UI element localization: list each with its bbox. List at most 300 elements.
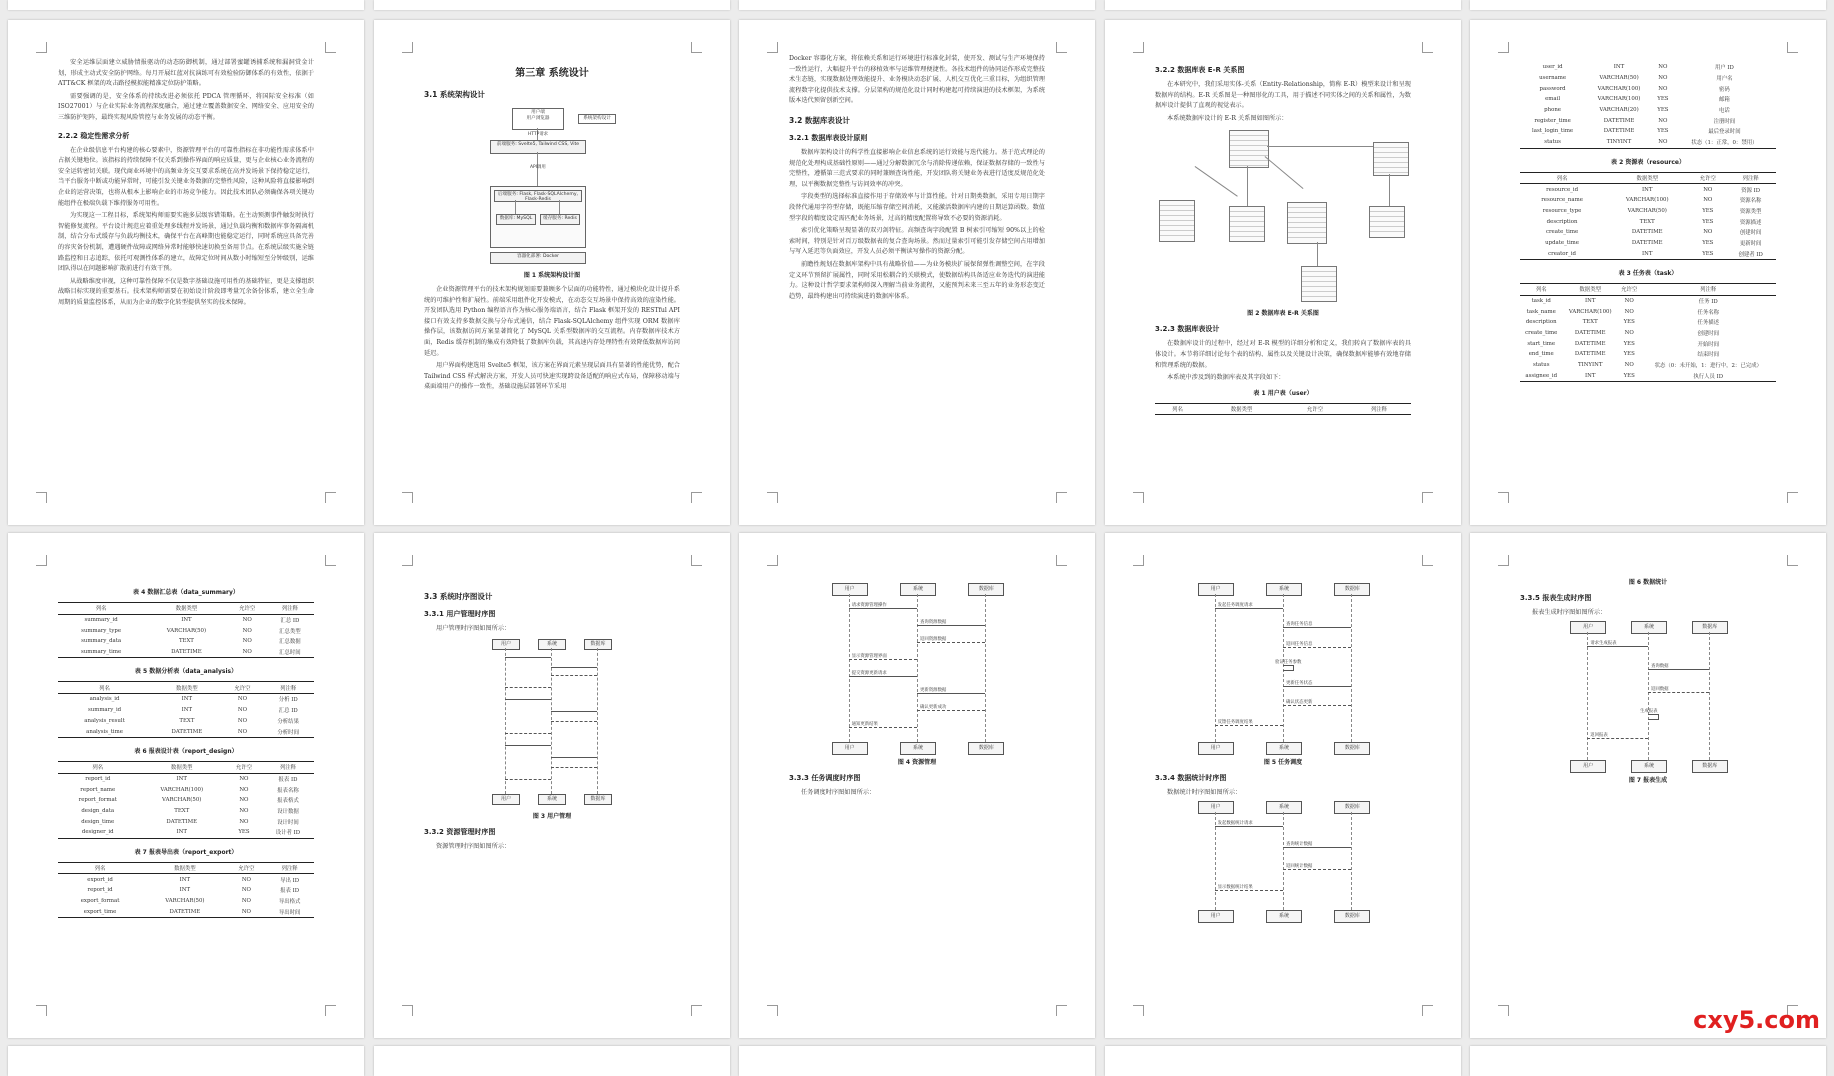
table-row (1520, 115, 1776, 126)
paragraph: 索引优化策略呈现显著的双刃剑特征。高频查询字段配置 B 树索引可缩短 90%以上的检索时间，特别是针对百万级数据表的复合查询场景。然而过量索引可能引发存储空间占用增加与写入延迟等负面效应，开发人员必须平衡读写操作的资源分配。 (789, 227, 1045, 256)
document-page-4[interactable] (1105, 20, 1461, 525)
document-page-13[interactable] (739, 1046, 1095, 1076)
message-label: 返回统计数据 (1286, 863, 1313, 869)
message-label: 确认更新成功 (920, 705, 947, 710)
message-label: 返回数据 (1651, 686, 1669, 692)
table-cell: VARCHAR(50) (1627, 207, 1667, 214)
table-row (1520, 206, 1776, 217)
table-row (1520, 126, 1776, 137)
paragraph: 用户管理时序图如图所示： (436, 625, 511, 632)
table-cell: resource_id (1546, 186, 1579, 193)
table-cell: YES (1623, 319, 1635, 326)
section-heading: 3.3.4 数据统计时序图 (1155, 774, 1227, 782)
table-cell: TEXT (178, 638, 194, 645)
table-cell: 任务描述 (1697, 320, 1720, 327)
figure-caption: 图 3 用户管理 (532, 812, 572, 820)
table-cell: start_time (1527, 340, 1556, 347)
table-row (1520, 371, 1776, 382)
table-cell: INT (179, 887, 191, 894)
paragraph: 本系统数据库设计的 E-R 关系图如图所示： (1167, 114, 1288, 122)
message-label: 通知更新结果 (851, 722, 878, 727)
table-cell: update_time (1545, 239, 1579, 246)
table-row (58, 906, 314, 917)
table-caption: 表 1 用户表（user） (1253, 389, 1313, 397)
table-row (1520, 248, 1776, 259)
table-cell: TINYINT (1577, 362, 1603, 369)
table-row (1520, 195, 1776, 206)
section-heading: 3.3 系统时序图设计 (424, 592, 493, 601)
table-cell: 设计时间 (277, 819, 299, 826)
paragraph: 在数据库设计的过程中，经过对 E-R 模型的详细分析和定义，我们转向了数据库表的具体设计。本节将详细讨论每个表的结构、属性以及关键设计决策，确保数据库能够有效地存储和管理系统的数据。 (1155, 340, 1411, 369)
message-label: 发起任务调度请求 (1217, 603, 1253, 608)
table-cell: NO (242, 617, 252, 624)
table-cell: DATETIME (166, 818, 198, 825)
cache-box: 缓存服务: Redis (540, 214, 580, 225)
table-cell: 状态（0：未开始，1：进行中，2：已完成） (1654, 363, 1762, 370)
message-label: 返回任务信息 (1286, 641, 1313, 647)
message-label: 返回资源数据 (920, 637, 947, 642)
table-cell: YES (1623, 351, 1635, 358)
table-cell: 任务 ID (1698, 299, 1718, 306)
table-cell: 资源描述 (1739, 219, 1762, 226)
table-cell: 分析结果 (277, 718, 299, 725)
page-strip (739, 0, 1095, 10)
table-cell: YES (1657, 107, 1669, 114)
table-cell: NO (239, 797, 249, 804)
resource-table: 列名 数据类型 允许空 列注释 resource_id INT NO 资源 ID resource_name VARCHAR(100) NO 资源名称 resource_type VARCHAR(50) YES 资源类型 description TEXT YES 资源描述 create_time DATETIME NO 创建时间 update_time DATETIME YES 更新时间 creator_id INT YES 创建者 ID (1520, 172, 1776, 261)
table-cell: INT (181, 707, 193, 714)
document-page-9[interactable] (1105, 533, 1461, 1038)
table-cell: YES (1702, 239, 1714, 246)
message-label: 查询任务信息 (1286, 622, 1313, 628)
document-page-8[interactable] (739, 533, 1095, 1038)
table-cell: export_time (58, 906, 142, 917)
table-row (1520, 216, 1776, 227)
figure-caption: 图 7 报表生成 (1628, 776, 1668, 784)
table-cell: VARCHAR(100) (1625, 197, 1669, 204)
summary-table: 列名 数据类型 允许空 列注释 summary_id INT NO 汇总 ID summary_type VARCHAR(50) NO 汇总类型 summary_data TEXT NO 汇总数据 summary_time DATETIME NO 汇总时间 (58, 602, 314, 658)
table-cell: NO (1658, 75, 1668, 82)
table-row (1520, 137, 1776, 148)
message-label: 显示资源管理界面 (851, 654, 887, 659)
paragraph: 在企业级信息平台构建的核心要素中，资源管理平台的可靠性指标在非功能性需求体系中占据关键地位。该指标的持续保障不仅关系到操作界面的响应质量，更与企业核心业务流程的安全运转密切关联。现代商业环境中的高频业务交互要求系统在高并发场景下保持稳定运行，当平台服务中断或功能异常时，可能引发关键业务数据的完整性风险，这种风险将直接影响到企业的运营决策，也将从根本上影响企业的市场竞争能力。因此技术团队必须确保各项关键功能组件在极端负载下维持服务可用性。 (58, 146, 314, 207)
message-label: 更新任务状态 (1286, 680, 1313, 686)
table-cell: NO (237, 717, 248, 724)
document-page-1[interactable] (8, 20, 364, 525)
table-row (58, 885, 314, 896)
sequence-diagram-user: 用户 系统 数据库 用户 系统 数据库 (492, 637, 612, 807)
table-row (58, 816, 314, 827)
actor-box: 用户 (1198, 801, 1234, 814)
sequence-diagram-resource (827, 583, 1007, 753)
table-cell: 报表名称 (277, 787, 299, 794)
db-box: 数据库: MySQL (496, 214, 536, 225)
user-table (1520, 62, 1776, 149)
table-cell: status (1532, 362, 1550, 369)
table-cell: NO (241, 898, 251, 905)
sequence-diagram-stats (1193, 801, 1373, 921)
table-cell: report_id (87, 887, 113, 894)
paragraph: 前瞻性规划在数据库架构中具有战略价值——为业务模块扩展保留弹性调整空间，在字段定义环节预留扩展属性，同时采用松耦合的关联模式，使数据结构具备适应业务迭代的演进能力。这种设计哲学要求架构师深入理解当前业务流程，又能预判未来三至五年的业务形态变迁趋势，最终构建出可持续演进的数据库体系。 (789, 260, 1045, 300)
actor-box: 用户 (1198, 742, 1234, 755)
message-label: 查询统计数据 (1286, 842, 1313, 848)
actor-box: 数据库 (1334, 742, 1370, 755)
frontend-box: 前端服务: Svelte5, Tailwind CSS, Vite (490, 140, 586, 154)
figure-caption: 图 1 系统架构设计图 (523, 272, 581, 279)
table-cell: TEXT (179, 717, 195, 724)
table-cell: 导出格式 (278, 899, 301, 906)
table-cell: DATETIME (1631, 239, 1663, 246)
actor-box: 数据库 (968, 583, 1004, 596)
table-cell: TEXT (1639, 218, 1655, 225)
table-cell: last_login_time (1532, 128, 1574, 135)
message-label: 返回报表 (1590, 733, 1608, 739)
paragraph: 需要强调的是，安全体系的持续改进必须依托 PDCA 管理循环，将国际安全标准（如 ISO27001）与企业实际业务流程深度融合，通过建立覆盖数据安全、网络安全、应用安全的三维防护矩阵，最终实现风险管控与业务发展的动态平衡。 (58, 92, 314, 121)
table-cell: status (1520, 137, 1585, 148)
table-cell: designer_id (58, 827, 137, 838)
table-row (1520, 184, 1776, 195)
table-cell: INT (176, 775, 187, 782)
paragraph: 为实现这一工程目标，系统架构师需要实施多层级容错策略。在主动预测事件触发时执行智能修复流程。平台设计规范应着重处理多线程并发场景，通过负载均衡和数据库事务隔离机制，结合分布式缓存与负载均衡技术，确保平台在高峰期也能稳定运行，同时系统应具备完善的容灾备份机制，遭遇硬件故障或网络异常时能够快速切换至备用节点。在系统层级实施全链路监控和日志追踪，依托可观测性体系的建立，故障定位时间从数小时缩短至分钟级别，运维团队得以在问题影响扩散前进行有效干预。 (58, 212, 314, 273)
table-cell: 邮箱 (1719, 97, 1730, 104)
table-cell: resource_type (1542, 207, 1582, 214)
table-caption: 表 7 报表导出表（report_export） (134, 848, 238, 856)
table-cell: end_time (1528, 351, 1554, 358)
table-cell: 资源 ID (1741, 187, 1761, 194)
table-row (58, 614, 314, 625)
document-page-6[interactable] (8, 533, 364, 1038)
table-cell: password (1539, 85, 1566, 92)
table-cell: NO (1624, 308, 1634, 315)
table-row (58, 636, 314, 647)
table-cell: 用户名 (1716, 76, 1733, 83)
table-row (1520, 83, 1776, 94)
table-cell: VARCHAR(100) (1597, 96, 1641, 103)
table-cell: 汇总时间 (266, 647, 314, 658)
table-row (58, 716, 314, 727)
table-cell: VARCHAR(50) (165, 898, 205, 905)
table-row (58, 773, 314, 784)
table-cell: 汇总类型 (279, 628, 301, 635)
table-row (58, 896, 314, 907)
actor-box: 用户 (832, 583, 868, 596)
table-cell: NO (229, 647, 266, 658)
paragraph: 报表生成时序图如图所示： (1532, 609, 1607, 616)
table-row (1520, 105, 1776, 116)
document-page-12[interactable] (374, 1046, 730, 1076)
table-cell: 汇总 ID (280, 618, 300, 625)
table-cell: YES (1657, 96, 1669, 103)
table-cell: NO (1658, 117, 1668, 124)
actor-box: 系统 (900, 583, 936, 596)
table-cell: 设计数据 (277, 808, 299, 815)
table-row (1520, 94, 1776, 105)
table-cell: NO (1653, 137, 1673, 148)
section-heading: 3.3.5 报表生成时序图 (1520, 594, 1592, 602)
document-page-2[interactable] (374, 20, 730, 525)
actor-box: 数据库 (1692, 760, 1728, 773)
table-cell: INT (1562, 371, 1617, 382)
table-cell: 分析 ID (278, 697, 298, 704)
table-cell: report_format (78, 797, 117, 804)
actor-box: 数据库 (1334, 583, 1370, 596)
message-label: 确认状态更新 (1286, 700, 1313, 706)
table-row (58, 647, 314, 658)
table-cell: VARCHAR(50) (166, 627, 207, 634)
table-cell: VARCHAR(20) (1599, 107, 1639, 114)
table-cell: 执行人员 ID (1640, 371, 1776, 382)
table-caption: 表 5 数据分析表（data_analysis） (134, 668, 238, 676)
table-cell: NO (237, 696, 248, 703)
analysis-table: 列名 数据类型 允许空 列注释 analysis_id INT NO 分析 ID summary_id INT NO 汇总 ID analysis_result TEXT NO 分析结果 analysis_time DATETIME NO 分析时间 (58, 681, 314, 737)
table-cell: summary_data (81, 638, 122, 645)
table-cell: VARCHAR(100) (1597, 85, 1641, 92)
table-cell: 状态（1：正常，0：禁用） (1673, 137, 1776, 148)
message-label: 显示数据统计结果 (1217, 885, 1253, 891)
table-cell: task_name (1526, 308, 1556, 315)
client-box: 用户端 用户浏览器 (512, 108, 564, 130)
table-row (1520, 238, 1776, 249)
table-cell: register_time (1534, 117, 1571, 124)
paragraph: 字段类型的选择标准直接作用于存储效率与计算性能。针对日期类数据，采用专用日期字段替代通用字符型存储，既能压缩存储空间消耗，又能激活数据库内建的日期运算函数。数值型字段的精度设定需匹配业务场景，过高的精度配置将导致不必要的资源消耗。 (789, 193, 1045, 222)
table-cell: YES (1623, 340, 1635, 347)
table-cell: NO (239, 775, 249, 782)
figure-caption: 图 2 数据库表 E-R 关系图 (1247, 310, 1319, 318)
table-cell: report_id (85, 775, 111, 782)
table-cell: NO (1658, 85, 1668, 92)
actor-box: 系统 (1631, 760, 1667, 773)
table-row (1520, 317, 1776, 328)
table-cell: DATETIME (1574, 340, 1606, 347)
table-cell: 资源类型 (1739, 208, 1762, 215)
table-cell: summary_type (81, 627, 122, 634)
sequence-diagram-task (1193, 583, 1373, 753)
actor-box: 数据库 (1334, 801, 1370, 814)
user-table-header: 列名 数据类型 允许空 列注释 (1155, 403, 1411, 416)
design-table: 列名 数据类型 允许空 列注释 report_id INT NO 报表 ID report_name VARCHAR(100) NO 报表名称 report_format VARCHAR(50) NO 报表格式 design_data TEXT NO 设计数据 design_time DATETIME NO 设计时间 designer_id INT YES 设计者 ID (58, 761, 314, 839)
table-cell: 报表 ID (278, 776, 298, 783)
table-cell: create_time (1525, 330, 1558, 337)
figure-caption: 图 6 数据统计 (1628, 579, 1668, 586)
message-label: 请求生成报表 (1590, 640, 1617, 646)
table-cell: VARCHAR(100) (1568, 308, 1612, 315)
figure-caption: 图 5 任务调度 (1263, 759, 1303, 766)
table-cell: 汇总数据 (279, 639, 301, 646)
table-cell: 更新时间 (1739, 240, 1762, 247)
table-cell: 创建时间 (1697, 331, 1720, 338)
table-cell: 最后登录时间 (1708, 129, 1741, 136)
table-caption: 表 3 任务表（task） (1618, 270, 1678, 277)
section-heading: 3.3.2 资源管理时序图 (424, 827, 496, 836)
watermark: cxy5.com (1693, 1006, 1820, 1034)
table-cell: INT (137, 827, 225, 838)
table-cell: YES (226, 827, 262, 838)
section-heading: 2.2.2 稳定性需求分析 (58, 131, 130, 140)
table-cell: YES (1702, 207, 1714, 214)
table-cell: create_time (1545, 229, 1579, 236)
actor-box: 用户 (1570, 621, 1606, 634)
table-cell: NO (237, 707, 248, 714)
actor-box: 系统 (1631, 621, 1667, 634)
table-cell: 任务名称 (1697, 309, 1720, 316)
section-heading: 3.2.3 数据库表设计 (1155, 325, 1220, 334)
table-cell: export_id (87, 876, 113, 883)
export-table: 列名 数据类型 允许空 列注释 export_id INT NO 导出 ID report_id INT NO 报表 ID export_format VARCHAR(50) NO 导出格式 export_time DATETIME NO 导出时间 (58, 862, 314, 918)
table-cell: 报表 ID (280, 888, 300, 895)
document-page-11[interactable] (8, 1046, 364, 1076)
table-cell: DATETIME (1603, 128, 1635, 135)
table-cell: 导出 ID (280, 877, 300, 884)
table-row (58, 806, 314, 817)
sequence-diagram-report (1568, 621, 1728, 771)
table-cell: NO (1703, 197, 1713, 204)
table-row (58, 874, 314, 885)
actor-box: 系统 (900, 742, 936, 755)
message-label: 验证任务参数 (1275, 660, 1302, 666)
message-label: 请求资源管理操作 (851, 603, 887, 608)
table-cell: 创建者 ID (1725, 248, 1776, 259)
table-row (58, 705, 314, 716)
table-cell: NO (1703, 186, 1713, 193)
section-heading: 3.2.2 数据库表 E-R 关系图 (1155, 66, 1245, 74)
table-cell: NO (242, 638, 252, 645)
message-label: 查询数据 (1651, 663, 1669, 669)
actor-box: 用户 (1198, 583, 1234, 596)
table-cell: 开始时间 (1697, 341, 1720, 348)
document-page-10[interactable] (1470, 533, 1826, 1038)
deploy-box: 容器化部署: Docker (490, 252, 586, 264)
actor-box: 系统 (1266, 742, 1302, 755)
table-cell: design_data (81, 807, 115, 814)
table-cell: email (1545, 96, 1561, 103)
table-cell: DATETIME (1631, 229, 1663, 236)
table-cell: summary_id (87, 707, 122, 714)
table-cell: 资源名称 (1739, 198, 1762, 205)
table-cell: DATETIME (1574, 351, 1606, 358)
table-cell: INT (1613, 64, 1625, 71)
message-label: 发起数据统计请求 (1217, 820, 1253, 826)
table-cell: VARCHAR(100) (160, 786, 204, 793)
table-cell: NO (242, 627, 252, 634)
table-cell: 结束时间 (1697, 352, 1720, 359)
paragraph: 资源管理时序图如图所示： (436, 842, 511, 850)
table-cell: YES (1690, 248, 1725, 259)
table-cell: analysis_time (58, 726, 151, 737)
table-cell: NO (239, 818, 249, 825)
er-diagram (1155, 126, 1411, 304)
table-cell: 报表格式 (277, 798, 299, 805)
table-cell: DATETIME (1574, 330, 1606, 337)
table-caption: 表 6 报表设计表（report_design） (134, 747, 238, 755)
actor-box: 数据库 (968, 742, 1004, 755)
document-page-14[interactable] (1105, 1046, 1461, 1076)
table-cell: user_id (1542, 64, 1563, 71)
chapter-title: 第三章 系统设计 (515, 68, 589, 79)
paragraph: 企业资源管理平台的技术架构规划需要兼顾多个层面的功能特性，通过模块化设计提升系统的可维护性和扩展性。前端采用组件化开发模式，在动态交互场景中保持高效的渲染性能。开发团队选用 Python 编程语言作为核心服务端语言，结合 Flask 框架开发的 RESTful API 接口有效支持多数据交换与分布式通信，结合 Flask-SQLAlchemy 组件实现 ORM 数据库操作层，该数据访问方案显著简化了 MySQL 关系型数据库的交互流程。内存数据库技术方面，Redis 缓存机制的集成有效降低了数据库负载，其高速内存处理特性有效降低数据库访问延迟。 (424, 286, 680, 357)
actor-box: 数据库 (1334, 910, 1370, 923)
table-cell: 分析时间 (262, 726, 314, 737)
table-cell: INT (1584, 298, 1596, 305)
table-cell: INT (181, 696, 193, 703)
table-row (58, 827, 314, 838)
paragraph: 数据统计时序图如图所示： (1167, 789, 1242, 796)
paragraph: 用户界面构建选用 Svelte5 框架，该方案在界面元素呈现层面具有显著的性能优势，配合 Tailwind CSS 样式解决方案，开发人员可快速实现跨设备适配的响应式布局，保障移动端与桌面端用户的操作一致性，基础设施层部署环节采用 (424, 362, 680, 391)
actor-box: 用户 (1198, 910, 1234, 923)
actor-box: 用户 (1570, 760, 1606, 773)
document-page-5[interactable] (1470, 20, 1826, 525)
actor-box: 数据库 (1692, 621, 1728, 634)
figure-caption: 图 4 资源管理 (897, 759, 937, 766)
page-strip (1470, 0, 1826, 10)
table-cell: NO (1624, 362, 1634, 369)
table-cell: analysis_result (84, 717, 125, 724)
message-label: 提交资源更新请求 (851, 671, 887, 676)
document-page-7[interactable] (374, 533, 730, 1038)
table-cell: INT (1604, 248, 1690, 259)
table-cell: TEXT (1582, 319, 1598, 326)
table-row (58, 784, 314, 795)
table-cell: DATETIME (142, 906, 227, 917)
table-row (58, 694, 314, 705)
table-cell: design_time (81, 818, 115, 825)
paragraph: 数据库架构设计的科学性直接影响企业信息系统的运行效能与迭代能力。基于范式理论的规范化处理构成基础性原则——通过分解数据冗余与消除传递依赖，保证数据存储的一致性与完整性，遵循第三范式要求的同时兼顾查询性能，开发团队将关键业务表进行适度反规范化处理，以平衡数据完整性与访问效率的冲突。 (789, 148, 1045, 188)
table-cell: summary_time (58, 647, 144, 658)
paragraph: 在本研究中，我们采用实体-关系（Entity-Relationship，简称 E-R）模型来设计和呈现数据库的结构。E-R 关系图是一种图形化的工具，用于描述不同实体之间的关系和属性，为数据库设计提供了直观的视觉表示。 (1155, 81, 1411, 110)
table-cell: assignee_id (1520, 371, 1562, 382)
section-heading: 3.1 系统架构设计 (424, 90, 485, 99)
table-row (1520, 62, 1776, 73)
table-cell: TEXT (174, 807, 190, 814)
table-cell: username (1539, 75, 1567, 82)
table-caption: 表 2 资源表（resource） (1611, 158, 1685, 166)
table-row (1520, 349, 1776, 360)
table-cell: task_id (1531, 298, 1551, 305)
page-strip (374, 0, 730, 10)
actor-box: 系统 (1266, 910, 1302, 923)
task-table: 列名 数据类型 允许空 列注释 task_id INT NO 任务 ID task_name VARCHAR(100) NO 任务名称 description TEXT YES 任务描述 create_time DATETIME NO 创建时间 start_time DATETIME YES 开始时间 end_time DATETIME YES 结束时间 status TINYINT NO 状态（0：未开始，1：进行中，2：已完成） assignee_id INT YES 执行人员 ID (1520, 283, 1776, 382)
architecture-diagram: 用户端 用户浏览器 系统架构设计 HTTP请求 前端服务: Svelte5, Tailwind CSS, Vite API调用 后端服务: Flask, Flask-SQLAlchemy, Flask-Redis 数据库: MySQL 缓存服务: Redis 容器化部署: Docker (482, 106, 622, 266)
table-cell: analysis_id (89, 696, 120, 703)
table-cell: INT (179, 876, 191, 883)
table-cell: 导出时间 (265, 906, 314, 917)
table-cell: phone (1544, 107, 1561, 114)
table-cell: export_format (80, 898, 120, 905)
table-row (1520, 360, 1776, 371)
table-cell: DATETIME (151, 726, 222, 737)
table-cell: DATETIME (1603, 117, 1635, 124)
backend-service: 后端服务: Flask, Flask-SQLAlchemy, Flask-Redis (494, 190, 582, 202)
table-cell: 用户 ID (1714, 65, 1734, 72)
table-cell: NO (223, 726, 263, 737)
document-page-15[interactable] (1470, 1046, 1826, 1076)
table-cell: DATETIME (144, 647, 228, 658)
actor-box: 系统 (1266, 583, 1302, 596)
page-strip (1105, 0, 1461, 10)
message-label: 生成报表 (1640, 709, 1658, 715)
actor-box: 用户 (832, 742, 868, 755)
table-cell: 电话 (1719, 108, 1730, 115)
table-cell: summary_id (84, 617, 118, 624)
message-label: 查询资源数据 (920, 620, 947, 625)
table-cell: NO (1624, 330, 1634, 337)
table-row (1520, 306, 1776, 317)
table-cell: resource_name (1541, 197, 1583, 204)
table-row (1520, 73, 1776, 84)
paragraph: 从战略维度审视，这种可靠性保障不仅是数字基础设施可用性的基础特征，更是支撑组织战略目标实现的重要基石。技术架构师需要在初始设计阶段即考量冗余备份体系，建立全生命周期的质量监控体系，从而为企业的数字化转型提供坚实的技术保障。 (58, 277, 314, 306)
table-cell: YES (1618, 371, 1641, 382)
table-row (1520, 338, 1776, 349)
document-page-3[interactable] (739, 20, 1095, 525)
